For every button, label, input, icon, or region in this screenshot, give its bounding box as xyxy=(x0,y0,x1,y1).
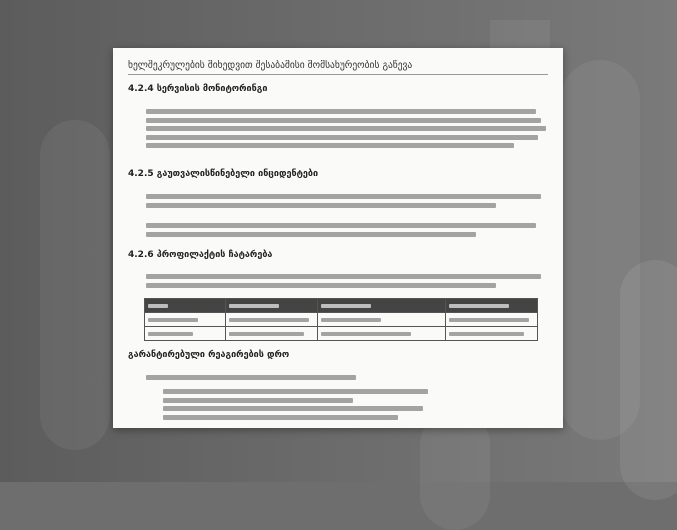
section-heading: 4.2.6 პროფილაქტის ჩატარება xyxy=(128,250,273,260)
paragraph-placeholder xyxy=(146,223,546,240)
paragraph-placeholder xyxy=(146,274,546,291)
paragraph-placeholder xyxy=(146,375,546,384)
background-shape xyxy=(620,260,677,500)
background-shape xyxy=(40,120,110,450)
background-shape xyxy=(420,410,490,530)
table-row xyxy=(145,327,538,341)
section-heading: გარანტირებული რეაგირების დრო xyxy=(128,350,290,360)
table-row xyxy=(145,313,538,327)
list-placeholder xyxy=(163,389,433,423)
page-header: ხელშეკრულების მიხედვით შესაბამისი მომსახურეობის გაწევა xyxy=(128,60,548,75)
section-heading: 4.2.5 გაუთვალისწინებელი ინციდენტები xyxy=(128,169,319,179)
paragraph-placeholder xyxy=(146,109,546,152)
document-page xyxy=(113,48,563,428)
data-table xyxy=(144,298,538,341)
table-header-row xyxy=(145,299,538,313)
paragraph-placeholder xyxy=(146,194,546,211)
section-heading: 4.2.4 სერვისის მონიტორინგი xyxy=(128,84,268,94)
